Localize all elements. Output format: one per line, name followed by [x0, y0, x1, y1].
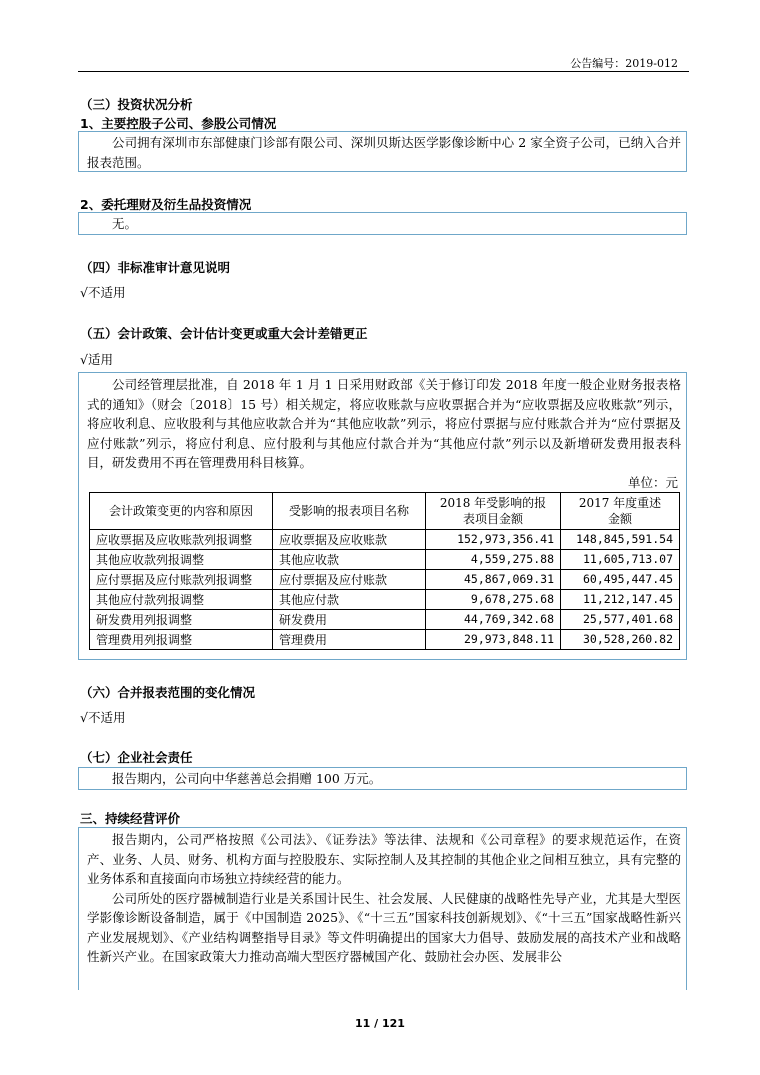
- table-row: [90, 569, 680, 589]
- audit-opinion-status: √不适用: [80, 285, 126, 300]
- cell-2017: 60,495,447.45: [561, 569, 680, 589]
- audit-opinion-title: （四）非标准审计意见说明: [80, 260, 231, 275]
- cell-reason: 研发费用列报调整: [90, 609, 273, 629]
- social-responsibility-box: [78, 767, 687, 790]
- header-divider: [78, 71, 689, 72]
- cell-2018: 45,867,069.31: [426, 569, 561, 589]
- wealth-management-text: 无。: [112, 216, 138, 231]
- going-concern-box: [78, 827, 687, 990]
- cell-reason: 其他应收款列报调整: [90, 549, 273, 569]
- cell-item: 应付票据及应付账款: [273, 569, 426, 589]
- going-concern-paragraph-1: 报告期内，公司严格按照《公司法》、《证券法》等法律、法规和《公司章程》的要求规范运作，在资产、业务、人员、财务、机构方面与控股股东、实际控制人及其控制的其他企业之间相互独立，具有完整的业务体系和直接面向市场独立持续经营的能力。: [87, 832, 681, 886]
- cell-2017: 148,845,591.54: [561, 529, 680, 549]
- section-investment-title: （三）投资状况分析: [80, 97, 193, 112]
- cell-item: 研发费用: [273, 609, 426, 629]
- col-header-2017: 2017 年度重述金额: [561, 492, 680, 529]
- cell-reason: 管理费用列报调整: [90, 629, 273, 649]
- cell-item: 其他应收款: [273, 549, 426, 569]
- table-row: [90, 549, 680, 569]
- accounting-policy-title: （五）会计政策、会计估计变更或重大会计差错更正: [80, 326, 368, 341]
- cell-reason: 其他应付款列报调整: [90, 589, 273, 609]
- cell-reason: 应付票据及应付账款列报调整: [90, 569, 273, 589]
- cell-2018: 44,769,342.68: [426, 609, 561, 629]
- going-concern-paragraph-2: 公司所处的医疗器械制造行业是关系国计民生、社会发展、人民健康的战略性先导产业，尤其是大型医学影像诊断设备制造，属于《中国制造 2025》、《“十三五”国家科技创新规划》、《“十三五”国家战略性新兴产业发展规划》、《产业结构调整指导目录》等文件明确提出的国家大力倡导、鼓励发展的高技术产业和战略性新兴产业。在国家政策大力推动高端大型医疗器械国产化、鼓励社会办医、发展非公: [87, 890, 681, 964]
- unit-label: 单位：元: [627, 474, 678, 490]
- table-row: [90, 529, 680, 549]
- table-row: [90, 609, 680, 629]
- cell-2018: 9,678,275.68: [426, 589, 561, 609]
- consolidation-scope-title: （六）合并报表范围的变化情况: [80, 685, 256, 700]
- subsidiaries-box: [78, 131, 687, 172]
- cell-reason: 应收票据及应收账款列报调整: [90, 529, 273, 549]
- page-number: 11 / 121: [355, 1017, 405, 1030]
- policy-change-table: [89, 492, 680, 650]
- subsidiaries-text: 公司拥有深圳市东部健康门诊部有限公司、深圳贝斯达医学影像诊断中心 2 家全资子公司，已纳入合并报表范围。: [87, 135, 681, 170]
- cell-2018: 29,973,848.11: [426, 629, 561, 649]
- subsidiaries-title: 1、主要控股子公司、参股公司情况: [80, 116, 277, 131]
- table-row: [90, 629, 680, 649]
- doc-number: 公告编号：2019-012: [570, 57, 678, 70]
- table-header-row: [90, 492, 680, 529]
- accounting-policy-text: 公司经管理层批准，自 2018 年 1 月 1 日采用财政部《关于修订印发 2018 年度一般企业财务报表格式的通知》（财会〔2018〕15 号）相关规定，将应收账款与应收票据合并为“应收票据及应收账款”列示，将应收利息、应收股利与其他应收款合并为“其他应收款”列示，将应付票据与应付账款合并为“应付票据及应付账款”列示，将应付利息、应付股利与其他应付款合并为“其他应付款”列示以及新增研发费用报表科目，研发费用不再在管理费用科目核算。: [87, 377, 681, 470]
- cell-2017: 25,577,401.68: [561, 609, 680, 629]
- social-responsibility-title: （七）企业社会责任: [80, 750, 193, 765]
- wealth-management-title: 2、委托理财及衍生品投资情况: [80, 197, 252, 212]
- col-header-reason: 会计政策变更的内容和原因: [90, 492, 273, 529]
- going-concern-title: 三、持续经营评价: [80, 811, 181, 826]
- cell-2017: 30,528,260.82: [561, 629, 680, 649]
- accounting-policy-box: [78, 372, 687, 660]
- cell-item: 管理费用: [273, 629, 426, 649]
- col-header-2018: 2018 年受影响的报表项目金额: [426, 492, 561, 529]
- social-responsibility-text: 报告期内，公司向中华慈善总会捐赠 100 万元。: [112, 771, 382, 786]
- cell-2017: 11,212,147.45: [561, 589, 680, 609]
- cell-item: 其他应付款: [273, 589, 426, 609]
- cell-2018: 152,973,356.41: [426, 529, 561, 549]
- consolidation-scope-status: √不适用: [80, 710, 126, 725]
- col-header-item: 受影响的报表项目名称: [273, 492, 426, 529]
- table-row: [90, 589, 680, 609]
- accounting-policy-status: √适用: [80, 352, 113, 367]
- wealth-management-box: [78, 212, 687, 235]
- cell-item: 应收票据及应收账款: [273, 529, 426, 549]
- cell-2017: 11,605,713.07: [561, 549, 680, 569]
- cell-2018: 4,559,275.88: [426, 549, 561, 569]
